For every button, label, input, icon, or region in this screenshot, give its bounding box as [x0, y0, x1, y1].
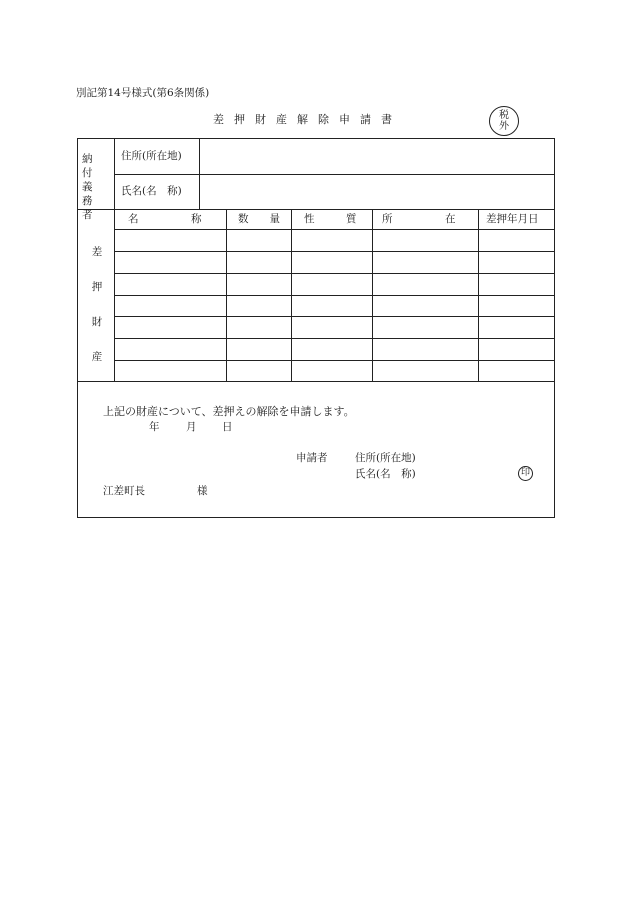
column-header-location: 所 在 — [382, 213, 456, 225]
property-row-line — [114, 295, 555, 296]
property-row-line — [114, 316, 555, 317]
applicant-label: 申請者 — [296, 452, 328, 464]
property-row-line — [114, 251, 555, 252]
property-section-bottom — [78, 381, 555, 382]
property-row-line — [114, 360, 555, 361]
table-cell-name[interactable] — [116, 340, 224, 358]
table-cell-name[interactable] — [116, 297, 224, 315]
addressee: 江差町長 — [103, 485, 145, 497]
column-header-seizure-date: 差押年月日 — [486, 213, 539, 225]
column-header-nature: 性 質 — [304, 213, 357, 225]
property-row-line — [114, 338, 555, 339]
seal-mark: 印 — [518, 466, 533, 481]
property-row-line — [114, 273, 555, 274]
column-header-name: 名 称 — [128, 213, 202, 225]
taxpayer-section-bottom — [78, 209, 555, 210]
honorific: 様 — [197, 485, 208, 497]
column-header-quantity: 数 量 — [238, 213, 280, 225]
taxpayer-address-field[interactable] — [203, 143, 551, 171]
tax-exempt-stamp — [489, 106, 519, 136]
taxpayer-name-field[interactable] — [203, 178, 551, 206]
date-year-label: 年 — [149, 421, 160, 433]
page-title: 差押財産解除申請書 — [213, 113, 402, 126]
taxpayer-row-divider — [114, 174, 555, 175]
stamp-text-bottom: 外 — [499, 121, 509, 132]
application-form — [77, 138, 555, 518]
taxpayer-name-label: 氏名(名 称) — [121, 185, 182, 197]
taxpayer-section-label — [82, 152, 112, 222]
applicant-address-label: 住所(所在地) — [355, 452, 416, 464]
date-month-label: 月 — [186, 421, 197, 433]
table-cell-name[interactable] — [116, 231, 224, 249]
stamp-text-top: 税 — [499, 110, 509, 121]
property-section-label: 差押財産 — [91, 246, 103, 363]
table-cell-name[interactable] — [116, 362, 224, 380]
table-cell-name[interactable] — [116, 318, 224, 336]
date-day-label: 日 — [222, 421, 233, 433]
applicant-name-label: 氏名(名 称) — [355, 468, 416, 480]
application-statement: 上記の財産について、差押えの解除を申請します。 — [103, 405, 355, 418]
table-cell-name[interactable] — [116, 275, 224, 293]
taxpayer-section-label-text: 納付義務者 — [82, 153, 98, 221]
form-reference: 別記第14号様式(第6条関係) — [76, 87, 210, 99]
table-cell-name[interactable] — [116, 253, 224, 271]
taxpayer-address-label: 住所(所在地) — [121, 150, 182, 162]
property-header-bottom — [114, 229, 555, 230]
